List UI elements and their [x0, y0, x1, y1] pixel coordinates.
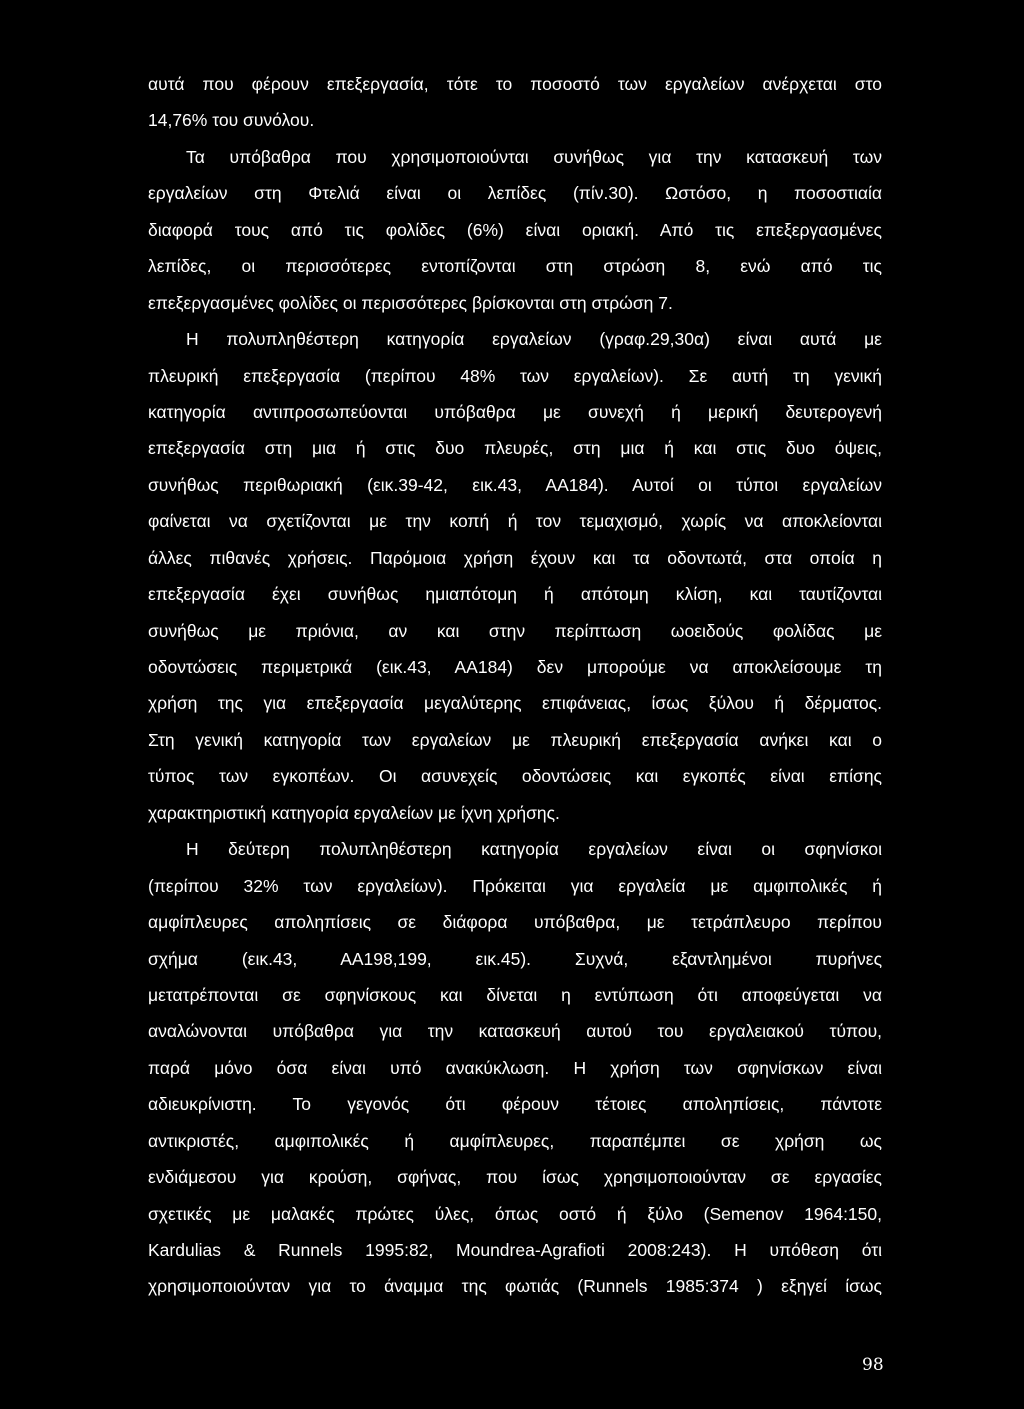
text-line: επεξεργασμένες φολίδες οι περισσότερες βρίσκονται στη στρώση 7. [148, 292, 673, 313]
text-line: αδιευκρίνιστη. Το γεγονός ότι φέρουν τέτοιες αποληπίσεις, πάντοτε [148, 1094, 882, 1115]
text-line: αντικριστές, αμφιπολικές ή αμφίπλευρες, παραπέμπει σε χρήση ως [148, 1130, 882, 1151]
text-line: λεπίδες, οι περισσότερες εντοπίζονται στη στρώση 8, ενώ από τις [148, 256, 882, 277]
text-line: φαίνεται να σχετίζονται με την κοπή ή τον τεμαχισμό, χωρίς να αποκλείονται [148, 511, 882, 532]
text-line: συνήθως με πριόνια, αν και στην περίπτωση ωοειδούς φολίδας με [148, 620, 882, 641]
body-text [148, 66, 882, 1305]
text-line: διαφορά τους από τις φολίδες (6%) είναι οριακή. Από τις επεξεργασμένες [148, 219, 882, 240]
text-line: Τα υπόβαθρα που χρησιμοποιούνται συνήθως για την κατασκευή των [186, 146, 882, 167]
text-line: συνήθως περιθωριακή (εικ.39-42, εικ.43, ΑΑ184). Αυτοί οι τύποι εργαλείων [148, 474, 882, 495]
text-line: κατηγορία αντιπροσωπεύονται υπόβαθρα με συνεχή ή μερική δευτερογενή [148, 401, 882, 422]
text-line: Η δεύτερη πολυπληθέστερη κατηγορία εργαλείων είναι οι σφηνίσκοι [186, 839, 882, 860]
text-line: τύπος των εγκοπέων. Οι ασυνεχείς οδοντώσεις και εγκοπές είναι επίσης [148, 766, 882, 787]
text-line: Η πολυπληθέστερη κατηγορία εργαλείων (γραφ.29,30α) είναι αυτά με [186, 329, 882, 350]
page-number: 98 [862, 1355, 884, 1375]
text-line: (περίπου 32% των εργαλείων). Πρόκειται για εργαλεία με αμφιπολικές ή [148, 875, 882, 896]
text-line: χρησιμοποιούνταν για το άναμμα της φωτιάς (Runnels 1985:374 ) εξηγεί ίσως [148, 1276, 882, 1297]
text-line: παρά μόνο όσα είναι υπό ανακύκλωση. Η χρήση των σφηνίσκων είναι [148, 1057, 882, 1078]
text-line: αναλώνονται υπόβαθρα για την κατασκευή αυτού του εργαλειακού τύπου, [148, 1021, 882, 1042]
text-line: οδοντώσεις περιμετρικά (εικ.43, ΑΑ184) δεν μπορούμε να αποκλείσουμε τη [148, 657, 882, 677]
text-line: 14,76% του συνόλου. [148, 110, 315, 131]
text-line: χαρακτηριστική κατηγορία εργαλείων με ίχνη χρήσης. [148, 802, 560, 823]
text-line: επεξεργασία έχει συνήθως ημιαπότομη ή απότομη κλίση, και ταυτίζονται [148, 584, 882, 605]
text-line: αυτά που φέρουν επεξεργασία, τότε το ποσοστό των εργαλείων ανέρχεται στο [148, 74, 882, 94]
text-line: μετατρέπονται σε σφηνίσκους και δίνεται η εντύπωση ότι αποφεύγεται να [148, 984, 882, 1005]
text-line: σχήμα (εικ.43, ΑΑ198,199, εικ.45). Συχνά, εξαντλημένοι πυρήνες [148, 948, 882, 969]
text-line: αμφίπλευρες αποληπίσεις σε διάφορα υπόβαθρα, με τετράπλευρο περίπου [148, 912, 882, 933]
text-line: πλευρική επεξεργασία (περίπου 48% των εργαλείων). Σε αυτή τη γενική [148, 365, 882, 386]
text-line: ενδιάμεσου για κρούση, σφήνας, που ίσως χρησιμοποιούνταν σε εργασίες [148, 1167, 882, 1188]
text-line: εργαλείων στη Φτελιά είναι οι λεπίδες (πίν.30). Ωστόσο, η ποσοστιαία [148, 183, 882, 204]
text-line: επεξεργασία στη μια ή στις δυο πλευρές, στη μια ή και στις δυο όψεις, [148, 438, 882, 459]
text-line: Kardulias & Runnels 1995:82, Moundrea-Agrafioti 2008:243). Η υπόθεση ότι [148, 1240, 882, 1260]
text-line: άλλες πιθανές χρήσεις. Παρόμοια χρήση έχουν και τα οδοντωτά, στα οποία η [148, 547, 882, 568]
text-line: χρήση της για επεξεργασία μεγαλύτερης επιφάνειας, ίσως ξύλου ή δέρματος. [148, 693, 882, 714]
text-line: Στη γενική κατηγορία των εργαλείων με πλευρική επεξεργασία ανήκει και ο [148, 729, 882, 750]
text-line: σχετικές με μαλακές πρώτες ύλες, όπως οστό ή ξύλο (Semenov 1964:150, [148, 1203, 882, 1224]
